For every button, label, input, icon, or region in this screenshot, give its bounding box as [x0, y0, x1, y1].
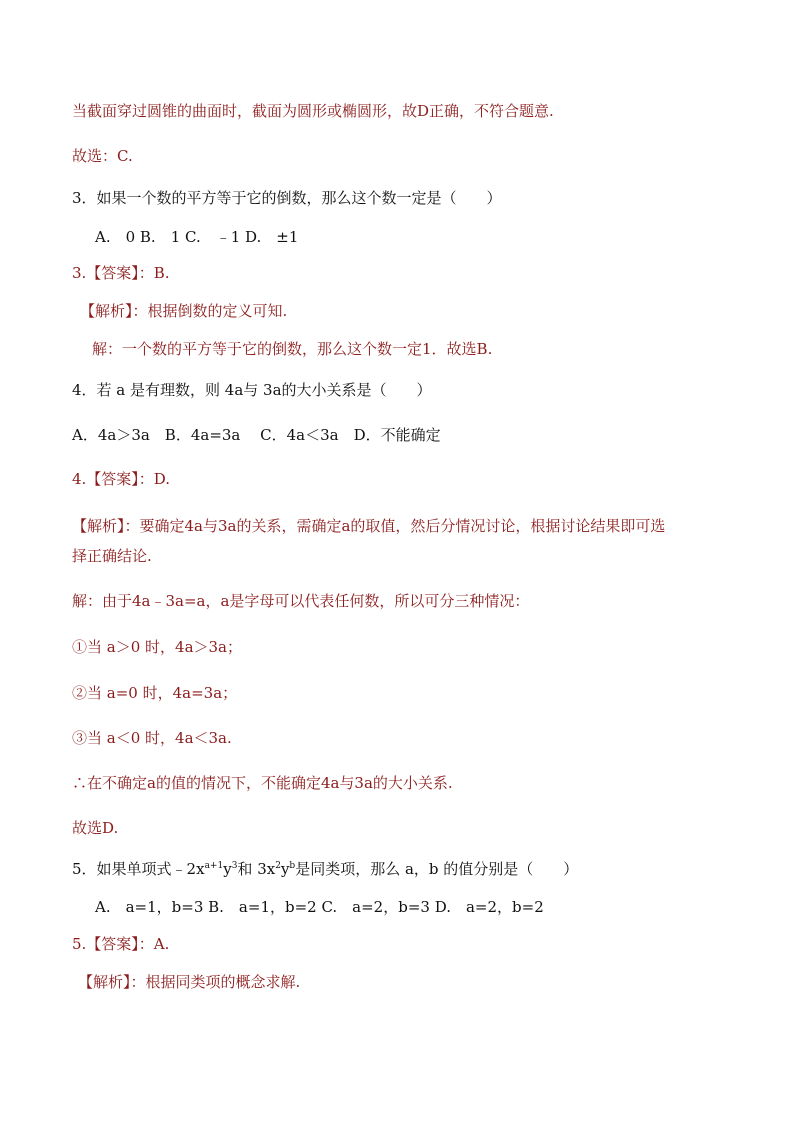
answer-5: 5.【答案】：A.	[72, 935, 170, 953]
variable: y	[223, 860, 232, 878]
case-3: ③当 a＜0 时，4a＜3a.	[72, 729, 232, 747]
question-5-middle: 和 3x	[237, 860, 276, 878]
analysis-3: 【解析】：根据倒数的定义可知.	[80, 302, 288, 320]
exponent: 3	[231, 861, 238, 871]
analysis-5: 【解析】：根据同类项的概念求解.	[78, 973, 301, 991]
question-3-options: A. 0 B. 1 C. ﹣1 D. ±1	[95, 228, 299, 246]
question-5-options: A. a=1，b=3 B. a=1，b=2 C. a=2，b=3 D. a=2，b=2	[95, 898, 544, 916]
answer-3: 3.【答案】：B.	[72, 264, 170, 282]
exponent: 2	[275, 861, 281, 871]
question-5-prefix: 5．如果单项式﹣2x	[72, 860, 205, 878]
case-2: ②当 a=0 时，4a=3a；	[72, 684, 238, 702]
solution-3: 解：一个数的平方等于它的倒数，那么这个数一定1．故选B.	[92, 340, 493, 358]
answer-4: 4.【答案】：D.	[72, 470, 171, 488]
case-1: ①当 a＞0 时，4a＞3a；	[72, 638, 242, 656]
analysis-4-line2: 择正确结论.	[72, 547, 152, 565]
question-4: 4．若 a 是有理数，则 4a与 3a的大小关系是（ ）	[72, 381, 432, 399]
question-3: 3．如果一个数的平方等于它的倒数，那么这个数一定是（ ）	[72, 189, 502, 207]
conclusion-4: ∴在不确定a的值的情况下，不能确定4a与3a的大小关系.	[72, 774, 453, 792]
question-5	[72, 859, 578, 879]
question-4-options: A．4a＞3a B．4a=3a C．4a＜3a D．不能确定	[72, 426, 441, 444]
text-line: 故选：C.	[72, 147, 133, 165]
exponent: b	[289, 861, 296, 871]
variable: y	[280, 860, 290, 878]
text-line: 当截面穿过圆锥的曲面时，截面为圆形或椭圆形，故D正确，不符合题意.	[72, 102, 554, 120]
solution-4: 解：由于4a﹣3a=a，a是字母可以代表任何数，所以可分三种情况：	[72, 592, 530, 610]
question-5-suffix: 是同类项，那么 a，b 的值分别是（ ）	[295, 860, 579, 878]
choose-4: 故选D.	[72, 819, 119, 837]
analysis-4-line1: 【解析】：要确定4a与3a的关系，需确定a的取值，然后分情况讨论，根据讨论结果即可选	[72, 517, 666, 535]
exponent: a+1	[204, 861, 224, 871]
